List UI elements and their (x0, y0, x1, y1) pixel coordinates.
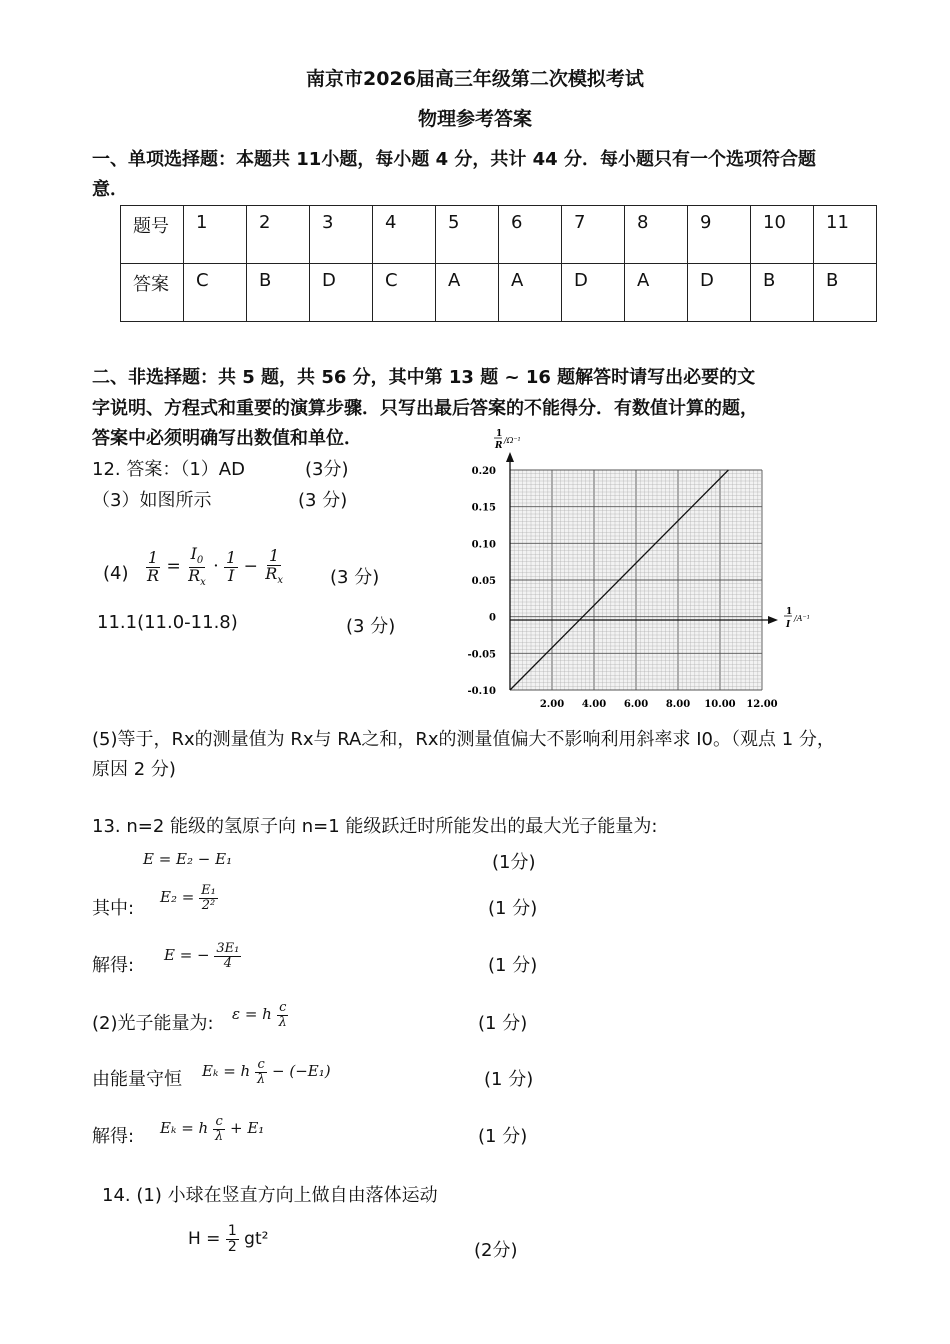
grid-lines (510, 470, 762, 690)
y-tick-label: 0.10 (471, 539, 496, 551)
q13-eq2-score: (1 分) (488, 898, 538, 919)
answer-cell: D (688, 264, 751, 322)
q13-eq3-score: (1 分) (488, 955, 538, 976)
q13-eq3-den: 4 (223, 955, 233, 971)
eq-lhs-fraction (145, 547, 161, 585)
q13-eq5-score: (1 分) (484, 1069, 534, 1090)
q13-eq6 (160, 1115, 264, 1143)
answer-table (120, 205, 877, 322)
eq-t3-num: 1 (269, 545, 280, 565)
q13-label-solve2: 解得: (92, 1126, 135, 1147)
q13-eq3-lhs: E = − (164, 946, 210, 965)
y-axis-label-num: 1 (496, 429, 503, 439)
q13-label-energy: 由能量守恒 (92, 1069, 182, 1090)
q12-value-line: 11.1(11.0-11.8) (97, 612, 238, 633)
table-row-questions (121, 206, 877, 264)
section1-heading-cont: 意． (92, 179, 128, 200)
table-row-answers (121, 264, 877, 322)
q13-eq4-den: λ (278, 1014, 287, 1030)
q13-eq6-rhs: + E₁ (230, 1119, 265, 1138)
page-subtitle: 物理参考答案 (417, 108, 532, 130)
answer-cell: C (184, 264, 247, 322)
question-number-cell: 10 (751, 206, 814, 264)
q12-score-3: (3 分) (298, 490, 348, 511)
q12-answer-line: 12. 答案：（1）AD (92, 459, 245, 480)
y-tick-label: -0.05 (467, 649, 496, 661)
eq-term3-fraction (263, 545, 285, 586)
question-number-cell: 2 (247, 206, 310, 264)
eq-t3-den: R (265, 563, 278, 583)
x-axis-label-unit: /A⁻¹ (794, 614, 810, 623)
q12-score-4: (3 分) (330, 567, 380, 588)
q13-eq3-fraction (214, 942, 241, 970)
question-number-cell: 6 (499, 206, 562, 264)
x-tick-label: 6.00 (623, 699, 649, 710)
eq-lhs-den: R (147, 565, 160, 585)
question-number-cell: 1 (184, 206, 247, 264)
eq-t2-num: 1 (226, 547, 237, 567)
q13-eq1: E = E₂ − E₁ (143, 850, 233, 868)
q13-eq3 (164, 942, 241, 970)
q13-eq5-num: c (257, 1057, 265, 1072)
answer-cell: B (751, 264, 814, 322)
section2-heading-cont2: 答案中必须明确写出数值和单位． (92, 428, 362, 449)
q14-eq (188, 1224, 268, 1254)
q13-label-where: 其中: (92, 898, 135, 919)
answer-cell: D (562, 264, 625, 322)
row-label-question: 题号 (121, 206, 184, 264)
y-axis-label-unit: /Ω⁻¹ (504, 436, 521, 445)
x-tick-label: 4.00 (581, 699, 607, 710)
q13-eq1-score: (1分) (492, 852, 536, 873)
q12-score-1: (3分) (305, 459, 349, 480)
x-tick-label: 2.00 (539, 699, 565, 710)
q13-eq5-lhs: Eₖ = h (202, 1062, 251, 1081)
eq-t1-den-sub: x (200, 576, 206, 588)
row-label-answer: 答案 (121, 264, 184, 322)
q14-part1-line: 14. (1) 小球在竖直方向上做自由落体运动 (102, 1185, 438, 1206)
q13-eq4-fraction (277, 1001, 289, 1029)
x-axis-arrow (768, 616, 778, 624)
eq-term2-fraction (224, 547, 238, 585)
page-title: 南京市2026届高三年级第二次模拟考试 (306, 68, 644, 90)
q12-value-score: (3 分) (346, 616, 396, 637)
question-number-cell: 11 (814, 206, 877, 264)
eq-t2-den: I (227, 565, 235, 585)
q12-part3-line: （3）如图所示 (92, 490, 212, 511)
q13-eq4-score: (1 分) (478, 1013, 528, 1034)
y-tick-label: 0.15 (471, 502, 496, 514)
eq-lhs-num: 1 (147, 547, 159, 567)
q13-eq6-num: c (215, 1114, 223, 1129)
q13-eq5-rhs: − (−E₁) (272, 1062, 331, 1081)
q13-eq6-score: (1 分) (478, 1126, 528, 1147)
question-number-cell: 8 (625, 206, 688, 264)
q13-eq5-den: λ (256, 1071, 266, 1087)
x-tick-label: 10.00 (704, 699, 736, 710)
eq-t1-den: R (188, 565, 201, 585)
eq-term1-fraction (186, 546, 208, 588)
x-axis-label-den: I (786, 620, 791, 630)
q12-part5-cont: 原因 2 分) (92, 759, 176, 780)
question-number-cell: 9 (688, 206, 751, 264)
section1-heading: 一、单项选择题：本题共 11小题，每小题 4 分，共计 44 分．每小题只有一个选项符合题 (92, 149, 816, 170)
section2-heading-cont1: 字说明、方程式和重要的演算步骤．只写出最后答案的不能得分．有数值计算的题， (92, 398, 758, 419)
question-number-cell: 7 (562, 206, 625, 264)
q13-eq5 (202, 1058, 331, 1086)
q12-part5-line: (5)等于，Rx的测量值为 Rx与 RA之和，Rx的测量值偏大不影响利用斜率求 I0。（观点 1 分， (92, 729, 835, 750)
question-number-cell: 3 (310, 206, 373, 264)
graph-chart (460, 428, 820, 718)
q14-eq-score: (2分) (474, 1240, 518, 1261)
x-tick-label: 8.00 (665, 699, 691, 710)
eq-t3-den-sub: x (277, 574, 283, 586)
q13-intro: 13. n=2 能级的氢原子向 n=1 能级跃迁时所能发出的最大光子能量为: (92, 816, 658, 837)
y-tick-label: 0 (489, 612, 496, 624)
q13-eq3-num: 3E₁ (216, 941, 240, 956)
answer-cell: C (373, 264, 436, 322)
answer-cell: D (310, 264, 373, 322)
q13-eq2-num: E₁ (201, 883, 216, 898)
q13-eq4-lhs: ε = h (232, 1005, 272, 1024)
q13-label-solve: 解得: (92, 955, 135, 976)
q14-eq-den: 2 (227, 1238, 237, 1255)
q14-eq-fraction (226, 1224, 239, 1254)
q12-part4-label: (4) (103, 563, 129, 584)
q12-equation: $\frac{1}{R}$ = $\frac{I_0}{R_x}$ · $\frac{1}{I}$ − $\frac{1}{R_x}$ (147, 544, 283, 588)
section2-heading: 二、非选择题：共 5 题，共 56 分，其中第 13 题 ~ 16 题解答时请写出必要的文 (92, 367, 756, 388)
question-number-cell: 4 (373, 206, 436, 264)
q13-eq6-lhs: Eₖ = h (160, 1119, 209, 1138)
q14-eq-rhs: gt² (244, 1229, 269, 1250)
answer-cell: B (814, 264, 877, 322)
q13-eq2-den: 2² (201, 897, 216, 913)
q13-eq2 (160, 884, 218, 912)
x-tick-label: 12.00 (746, 699, 778, 710)
q13-label-photon: (2)光子能量为: (92, 1013, 214, 1034)
q13-eq4 (232, 1001, 289, 1029)
y-tick-label: -0.10 (467, 686, 496, 697)
q13-eq6-den: λ (214, 1128, 224, 1144)
question-number-cell: 5 (436, 206, 499, 264)
answer-cell: A (499, 264, 562, 322)
x-axis-label-num: 1 (786, 607, 793, 617)
answer-cell: A (625, 264, 688, 322)
y-axis-arrow (506, 452, 514, 462)
q13-eq4-num: c (279, 1000, 287, 1015)
q13-eq6-fraction (213, 1115, 225, 1143)
q13-eq2-fraction (199, 884, 218, 912)
q14-eq-lhs: H = (188, 1229, 221, 1250)
answer-cell: B (247, 264, 310, 322)
q13-eq5-fraction (255, 1058, 267, 1086)
eq-t1-num: I (190, 544, 197, 563)
y-axis-label-den: R (495, 441, 503, 451)
q14-eq-num: 1 (227, 1223, 237, 1239)
q13-eq2-lhs: E₂ = (160, 888, 195, 907)
eq-t1-num-sub: 0 (196, 555, 204, 567)
y-tick-label: 0.20 (471, 466, 496, 477)
answer-cell: A (436, 264, 499, 322)
y-tick-label: 0.05 (471, 576, 496, 587)
